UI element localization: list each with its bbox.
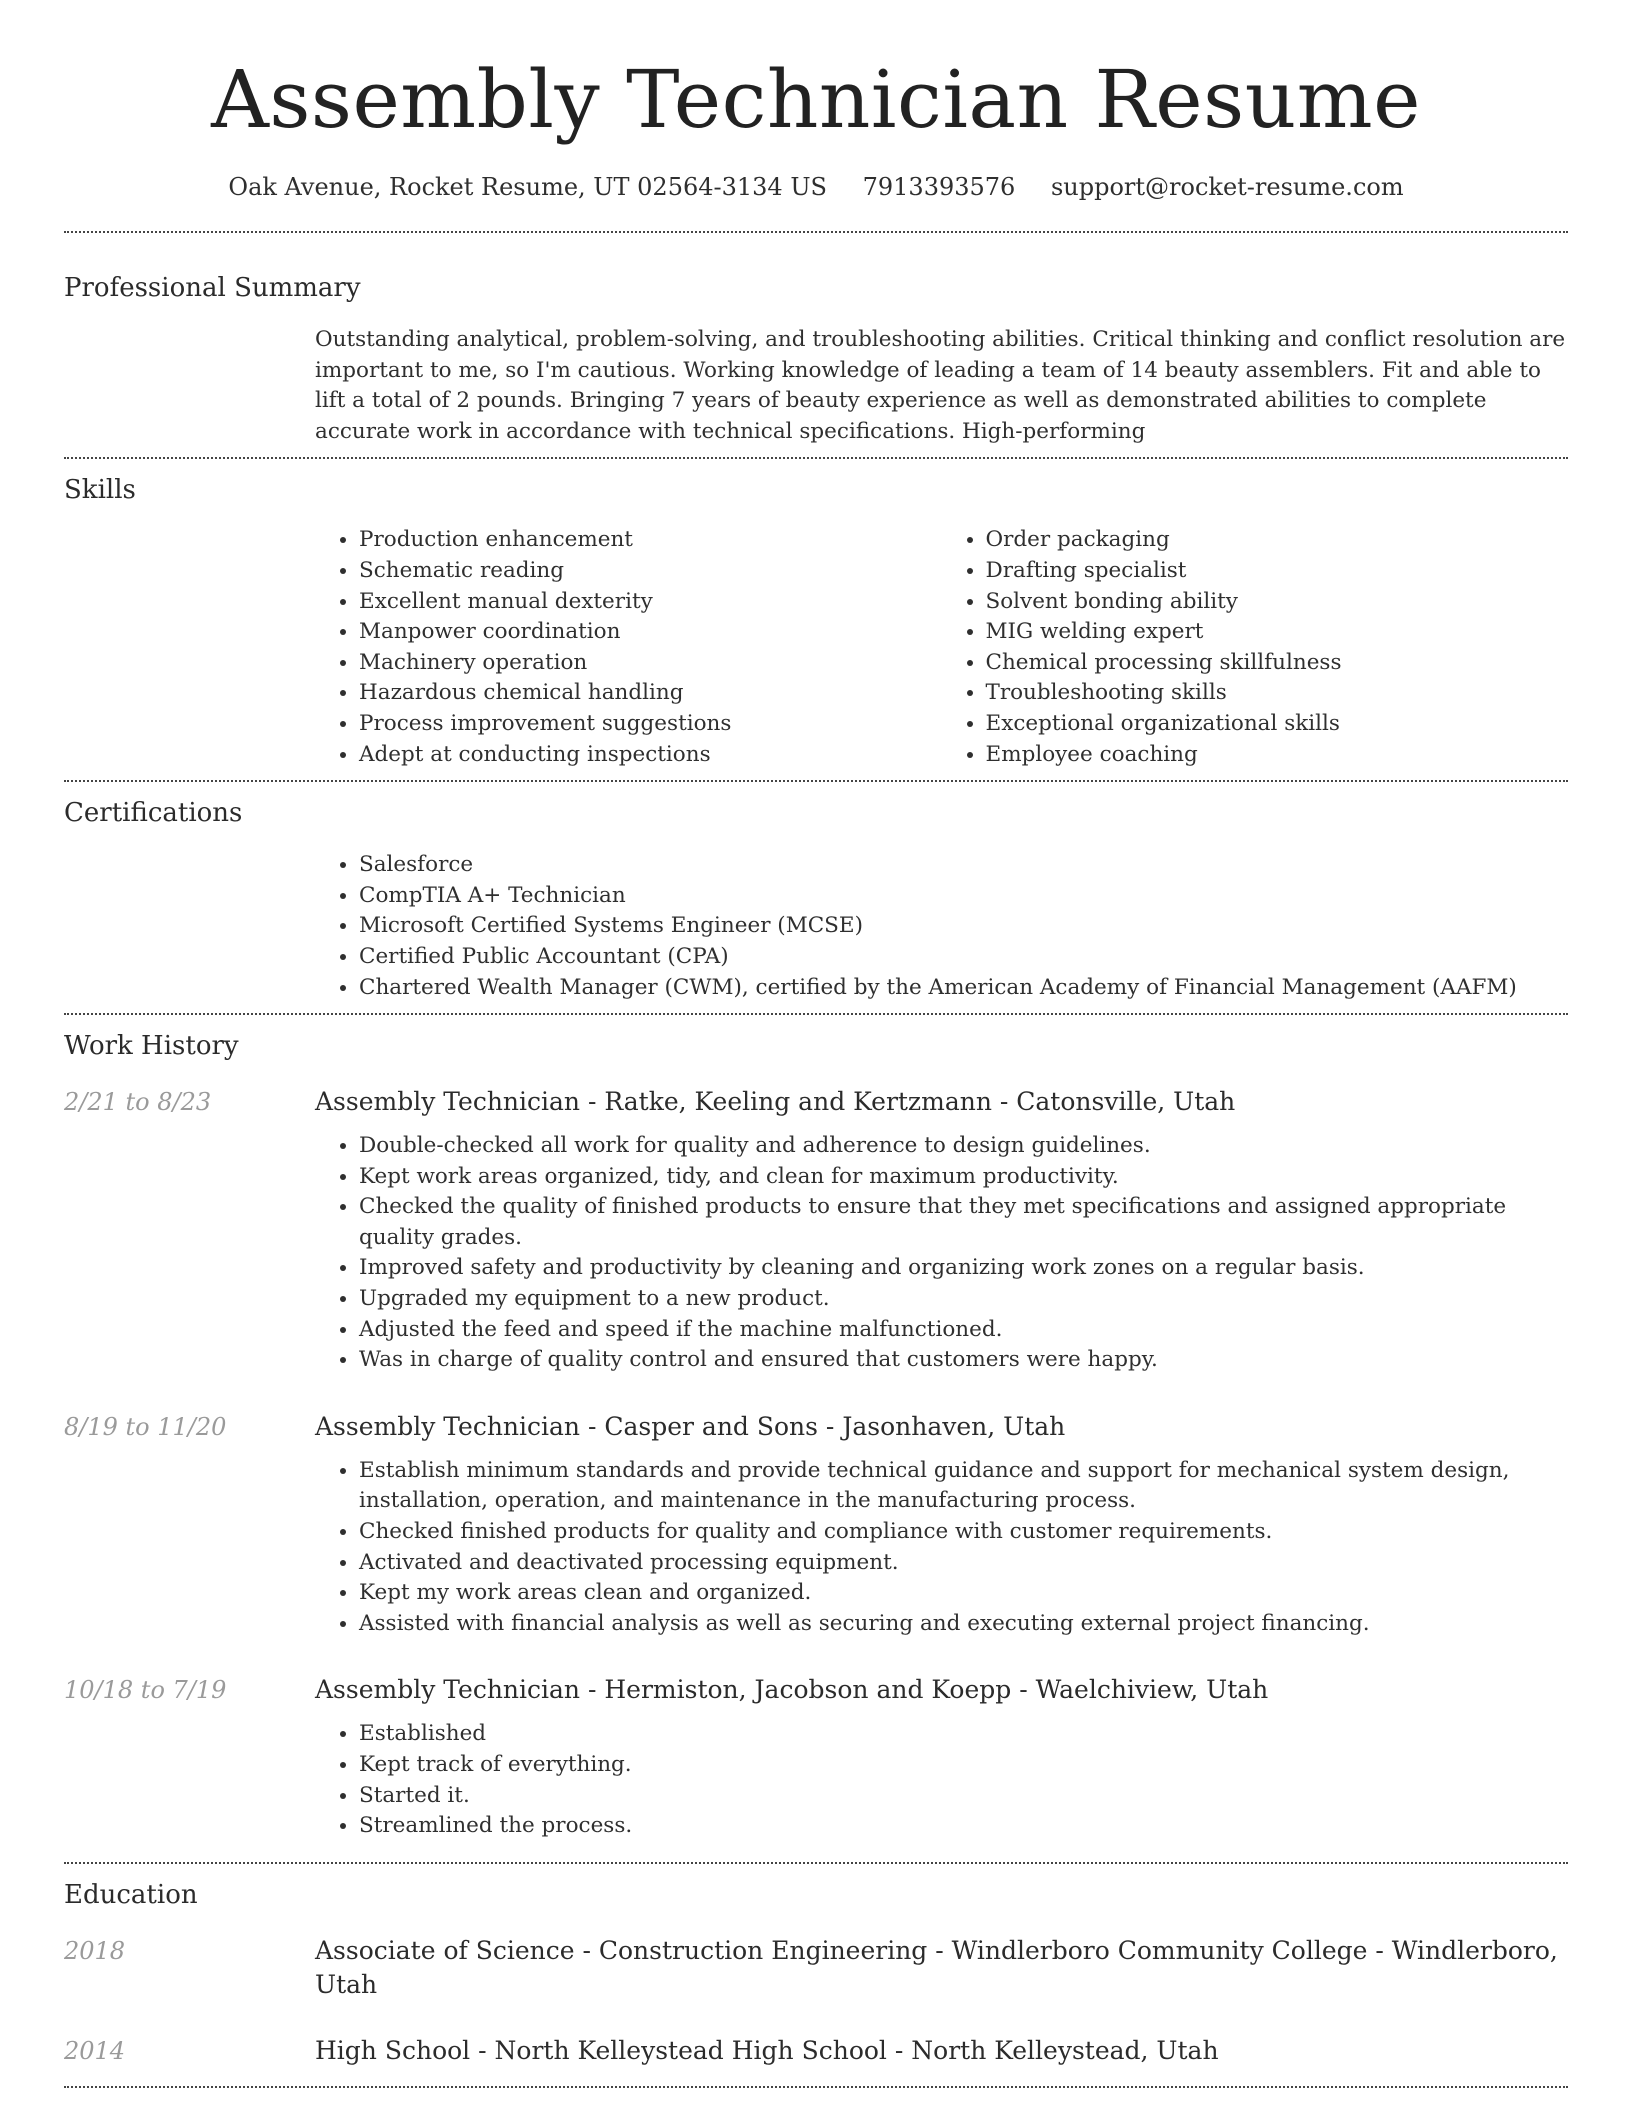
education-location: North Kelleystead, Utah xyxy=(911,2035,1219,2065)
certification-item: • CompTIA A+ Technician xyxy=(359,881,1568,912)
job-bullet: • Kept track of everything. xyxy=(359,1750,1568,1781)
contact-address: Oak Avenue, Rocket Resume, UT 02564-3134 US xyxy=(228,173,827,201)
certification-item: • Microsoft Certified Systems Engineer (MCSE) xyxy=(359,911,1568,942)
education-year: 2014 xyxy=(64,2036,126,2065)
resume-title: Assembly Technician Resume xyxy=(211,53,1421,146)
job-bullet: • Was in charge of quality control and ensured that customers were happy. xyxy=(359,1345,1568,1376)
education-entry xyxy=(64,2034,1568,2068)
job-title: Assembly Technician xyxy=(315,1675,581,1705)
certification-item: • Chartered Wealth Manager (CWM), certified by the American Academy of Financial Management (AAFM) xyxy=(359,973,1568,1004)
section-title-skills: Skills xyxy=(64,475,136,506)
skill-item: • MIG welding expert xyxy=(986,617,1569,648)
job-location: Waelchiview, Utah xyxy=(1035,1675,1269,1705)
education-heading: Associate of Science - Construction Engineering - Windlerboro Community College - Windlerboro, Utah xyxy=(315,1935,1558,1999)
job-heading: Assembly Technician - Casper and Sons - Jasonhaven, Utah xyxy=(315,1411,1066,1441)
contact-email: support@rocket-resume.com xyxy=(1050,173,1404,201)
job-bullet: • Assisted with financial analysis as well as securing and executing external project financing. xyxy=(359,1609,1568,1640)
job-bullet: • Streamlined the process. xyxy=(359,1811,1568,1842)
skill-item: • Employee coaching xyxy=(986,740,1569,771)
skill-item: • Exceptional organizational skills xyxy=(986,709,1569,740)
job-entry xyxy=(64,1410,1568,1640)
job-dates: 2/21 to 8/23 xyxy=(64,1088,212,1117)
skill-item: • Production enhancement xyxy=(359,525,942,556)
job-bullets xyxy=(315,1456,1568,1640)
education-year: 2018 xyxy=(64,1936,126,1965)
job-location: Catonsville, Utah xyxy=(1016,1087,1236,1117)
skill-item: • Solvent bonding ability xyxy=(986,587,1569,618)
skill-item: • Drafting specialist xyxy=(986,556,1569,587)
education-school: Windlerboro Community College xyxy=(951,1935,1368,1965)
skills-list-left xyxy=(315,525,942,770)
skills-section xyxy=(64,459,1568,780)
job-bullets xyxy=(315,1131,1568,1376)
skill-item: • Order packaging xyxy=(986,525,1569,556)
certifications-list xyxy=(315,850,1568,1003)
skills-grid xyxy=(315,525,1568,770)
section-title-education: Education xyxy=(64,1879,198,1910)
section-title-certifications: Certifications xyxy=(64,798,243,829)
job-dates: 8/19 to 11/20 xyxy=(64,1412,227,1441)
job-bullet: • Adjusted the feed and speed if the machine malfunctioned. xyxy=(359,1315,1568,1346)
section-title-summary: Professional Summary xyxy=(64,273,361,303)
job-bullet: • Checked finished products for quality and compliance with customer requirements. xyxy=(359,1517,1568,1548)
certification-item: • Salesforce xyxy=(359,850,1568,881)
work-history-section xyxy=(64,1015,1568,1862)
job-bullet: • Checked the quality of finished products to ensure that they met specifications and assigned appropriate quality grades. xyxy=(359,1192,1568,1253)
education-school: North Kelleystead High School xyxy=(494,2035,887,2065)
education-heading: High School - North Kelleystead High School - North Kelleystead, Utah xyxy=(315,2035,1219,2065)
job-company: Casper and Sons xyxy=(604,1411,818,1441)
divider xyxy=(64,2086,1568,2088)
contact-phone: 7913393576 xyxy=(862,173,1016,201)
skill-item: • Machinery operation xyxy=(359,648,942,679)
job-title: Assembly Technician xyxy=(315,1411,581,1441)
skill-item: • Hazardous chemical handling xyxy=(359,678,942,709)
job-title: Assembly Technician xyxy=(315,1087,581,1117)
job-bullet: • Improved safety and productivity by cleaning and organizing work zones on a regular basis. xyxy=(359,1253,1568,1284)
skill-item: • Troubleshooting skills xyxy=(986,678,1569,709)
job-bullet: • Established xyxy=(359,1719,1568,1750)
summary-text: Outstanding analytical, problem-solving, and troubleshooting abilities. Critical thinking and conflict resolution are important to me, so I'm cautious. Working knowledge of leading a team of 14 beauty assemblers. Fit and able to lift a total of 2 pounds. Bringing 7 years of beauty experience as well as demonstrated abilities to complete accurate work in accordance with technical specifications. High-performing xyxy=(315,327,1566,444)
summary-section xyxy=(64,233,1568,457)
contact-line xyxy=(64,170,1568,204)
education-section xyxy=(64,1864,1568,2086)
job-bullet: • Kept my work areas clean and organized. xyxy=(359,1578,1568,1609)
job-bullet: • Started it. xyxy=(359,1781,1568,1812)
job-entry xyxy=(64,1673,1568,1841)
skill-item: • Schematic reading xyxy=(359,556,942,587)
job-company: Ratke, Keeling and Kertzmann xyxy=(604,1087,992,1117)
skill-item: • Manpower coordination xyxy=(359,617,942,648)
job-bullet: • Establish minimum standards and provide technical guidance and support for mechanical system design, installation, operation, and maintenance in the manufacturing process. xyxy=(359,1456,1568,1517)
job-heading: Assembly Technician - Hermiston, Jacobson and Koepp - Waelchiview, Utah xyxy=(315,1675,1269,1705)
education-degree: High School xyxy=(315,2035,471,2065)
certifications-section xyxy=(64,782,1568,1013)
job-bullet: • Activated and deactivated processing equipment. xyxy=(359,1548,1568,1579)
education-location: Windlerboro, Utah xyxy=(315,1935,1558,1999)
job-bullet: • Upgraded my equipment to a new product. xyxy=(359,1284,1568,1315)
skill-item: • Excellent manual dexterity xyxy=(359,587,942,618)
job-entry xyxy=(64,1085,1568,1376)
job-bullets xyxy=(315,1719,1568,1841)
section-title-work-history: Work History xyxy=(64,1031,239,1062)
job-bullet: • Kept work areas organized, tidy, and clean for maximum productivity. xyxy=(359,1162,1568,1193)
job-company: Hermiston, Jacobson and Koepp xyxy=(604,1675,1012,1705)
resume-header xyxy=(64,0,1568,204)
job-heading: Assembly Technician - Ratke, Keeling and Kertzmann - Catonsville, Utah xyxy=(315,1087,1236,1117)
skill-item: • Adept at conducting inspections xyxy=(359,740,942,771)
certification-item: • Certified Public Accountant (CPA) xyxy=(359,942,1568,973)
job-dates: 10/18 to 7/19 xyxy=(64,1676,227,1705)
job-bullet: • Double-checked all work for quality and adherence to design guidelines. xyxy=(359,1131,1568,1162)
job-location: Jasonhaven, Utah xyxy=(842,1411,1066,1441)
skill-item: • Process improvement suggestions xyxy=(359,709,942,740)
skill-item: • Chemical processing skillfulness xyxy=(986,648,1569,679)
education-entry xyxy=(64,1934,1568,2002)
education-degree: Associate of Science - Construction Engineering xyxy=(315,1935,928,1965)
skills-list-right xyxy=(942,525,1569,770)
